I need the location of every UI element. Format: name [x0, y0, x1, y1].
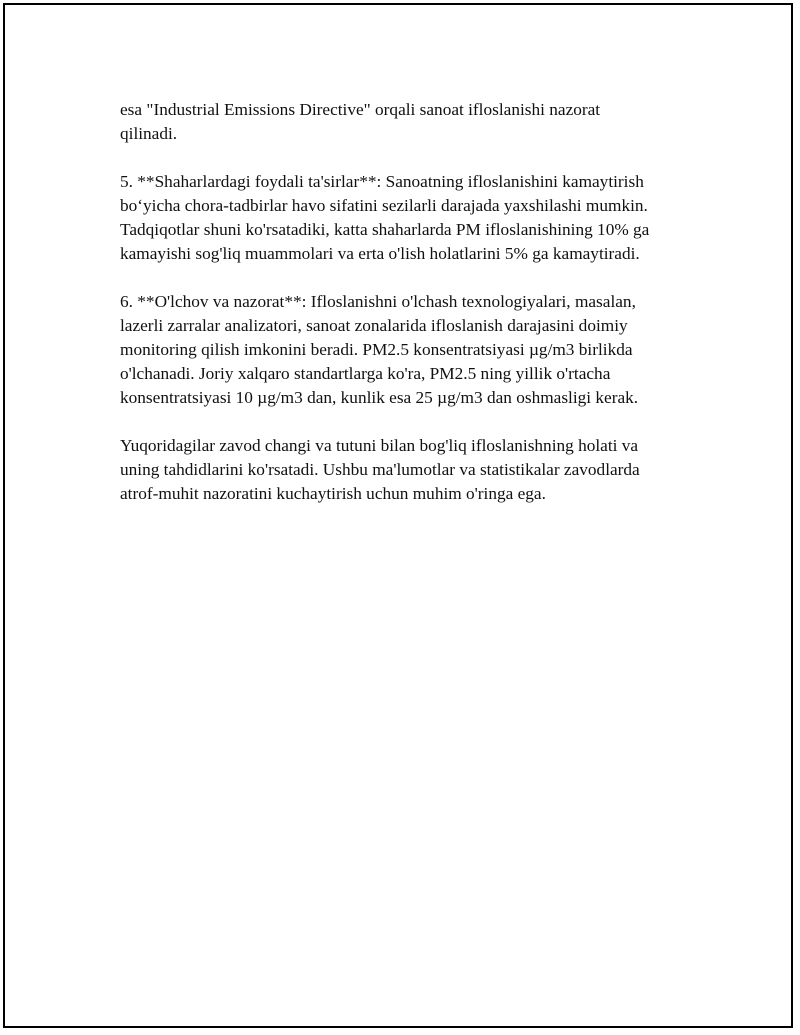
document-body: [120, 98, 700, 530]
paragraph-emissions-directive: esa "Industrial Emissions Directive" orqali sanoat ifloslanishi nazorat qilinadi.: [120, 100, 601, 143]
paragraph-urban-benefits: 5. **Shaharlardagi foydali ta'sirlar**: Sanoatning ifloslanishini kamaytirish bo‘yicha chora-tadbirlar havo sifatini sezilarli darajada yaxshilashi mumkin. Tadqiqotlar shuni ko'rsatadiki, katta shaharlarda PM ifloslanishining 10% ga kamayishi sog'liq muammolari va erta o'lish holatlarini 5% ga kamaytiradi.: [120, 172, 650, 263]
paragraph-summary: Yuqoridagilar zavod changi va tutuni bilan bog'liq ifloslanishning holati va uning tahdidlarini ko'rsatadi. Ushbu ma'lumotlar va statistikalar zavodlarda atrof-muhit nazoratini kuchaytirish uchun muhim o'ringa ega.: [120, 436, 640, 503]
paragraph-measurement-control: 6. **O'lchov va nazorat**: Ifloslanishni o'lchash texnologiyalari, masalan, lazerli zarralar analizatori, sanoat zonalarida ifloslanish darajasini doimiy monitoring qilish imkonini beradi. PM2.5 konsentratsiyasi µg/m3 birlikda o'lchanadi. Joriy xalqaro standartlarga ko'ra, PM2.5 ning yillik o'rtacha konsentratsiyasi 10 µg/m3 dan, kunlik esa 25 µg/m3 dan oshmasligi kerak.: [120, 292, 639, 407]
document-page: [3, 3, 793, 1028]
